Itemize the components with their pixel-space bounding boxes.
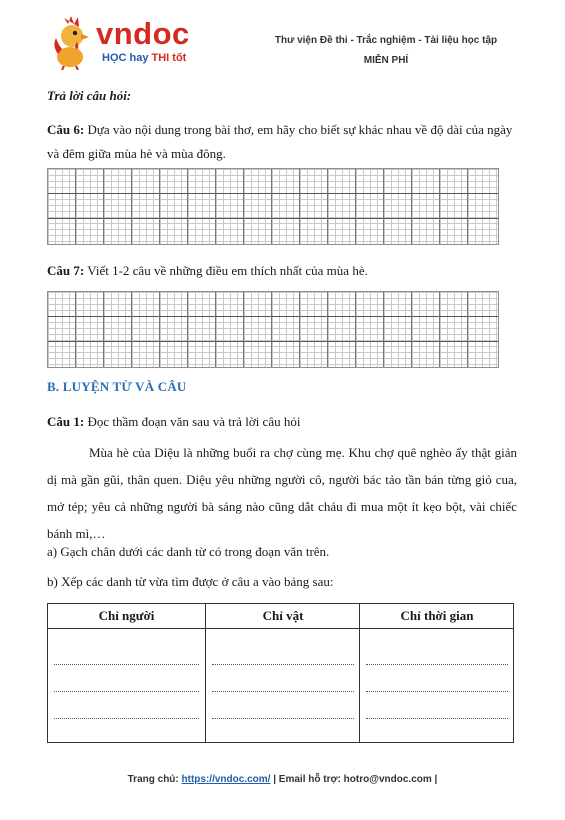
column-header-person: Chỉ người	[48, 604, 205, 629]
homepage-link[interactable]: https://vndoc.com/	[181, 774, 271, 785]
question-7	[47, 259, 517, 283]
column-object	[205, 604, 360, 742]
answer-label: Trả lời câu hỏi:	[47, 88, 132, 103]
logo-slogan	[102, 52, 186, 64]
part-a-instruction: a) Gạch chân dưới các danh từ có trong đoạn văn trên.	[47, 544, 330, 559]
header-line-2: MIỄN PHÍ	[363, 55, 409, 66]
footer-suffix: | Email hỗ trợ: hotro@vndoc.com |	[270, 774, 438, 785]
answer-line[interactable]	[212, 664, 354, 665]
vndoc-logo[interactable]	[50, 14, 200, 70]
answer-line[interactable]	[366, 664, 508, 665]
question-6-text: Dựa vào nội dung trong bài thơ, em hãy cho biết sự khác nhau về độ dài của ngày và đêm giữa mùa hè và mùa đông.	[47, 122, 513, 161]
column-person	[48, 604, 205, 742]
page-footer	[0, 774, 565, 785]
answer-line[interactable]	[54, 664, 199, 665]
answer-line[interactable]	[212, 718, 354, 719]
writing-grid-q6[interactable]	[47, 168, 499, 245]
question-6-label: Câu 6:	[47, 122, 85, 137]
column-header-object: Chỉ vật	[206, 604, 360, 629]
rooster-mascot-icon	[50, 14, 96, 70]
column-time	[359, 604, 514, 742]
header-tagline	[262, 31, 510, 71]
answer-line[interactable]	[212, 691, 354, 692]
question-7-text: Viết 1-2 câu về những điều em thích nhất của mùa hè.	[84, 263, 368, 278]
noun-classification-table	[47, 603, 514, 743]
answer-line[interactable]	[54, 691, 199, 692]
section-b-question-1	[47, 410, 517, 434]
slogan-part-a: HỌC hay	[102, 52, 152, 64]
logo-wordmark: vndoc	[96, 16, 190, 51]
header-line-1: Thư viện Đề thi - Trắc nghiệm - Tài liệu học tập	[274, 35, 498, 46]
reading-passage: Mùa hè của Diệu là những buổi ra chợ cùng mẹ. Khu chợ quê nghèo ấy thật giản dị mà gần gũi, thân quen. Diệu yêu những người cô, người bác tảo tần bán từng giỏ cua, mớ tép; yêu cả những người bà sáng nào cũng dắt cháu đi mua một ít kẹo bột, vài chiếc bánh mì,…	[47, 445, 517, 541]
slogan-part-b: THI tốt	[151, 52, 187, 64]
question-6	[47, 118, 517, 166]
section-b-heading: B. LUYỆN TỪ VÀ CÂU	[47, 379, 187, 394]
section-b-question-1-label: Câu 1:	[47, 414, 85, 429]
answer-line[interactable]	[366, 718, 508, 719]
section-b-question-1-text: Đọc thầm đoạn văn sau và trả lời câu hỏi	[84, 414, 301, 429]
answer-line[interactable]	[366, 691, 508, 692]
column-header-time: Chỉ thời gian	[360, 604, 514, 629]
page-header	[0, 0, 565, 80]
writing-grid-q7[interactable]	[47, 291, 499, 368]
question-7-label: Câu 7:	[47, 263, 85, 278]
part-b-instruction: b) Xếp các danh từ vừa tìm được ở câu a vào bảng sau:	[47, 574, 334, 589]
footer-prefix: Trang chủ:	[127, 774, 182, 785]
answer-line[interactable]	[54, 718, 199, 719]
